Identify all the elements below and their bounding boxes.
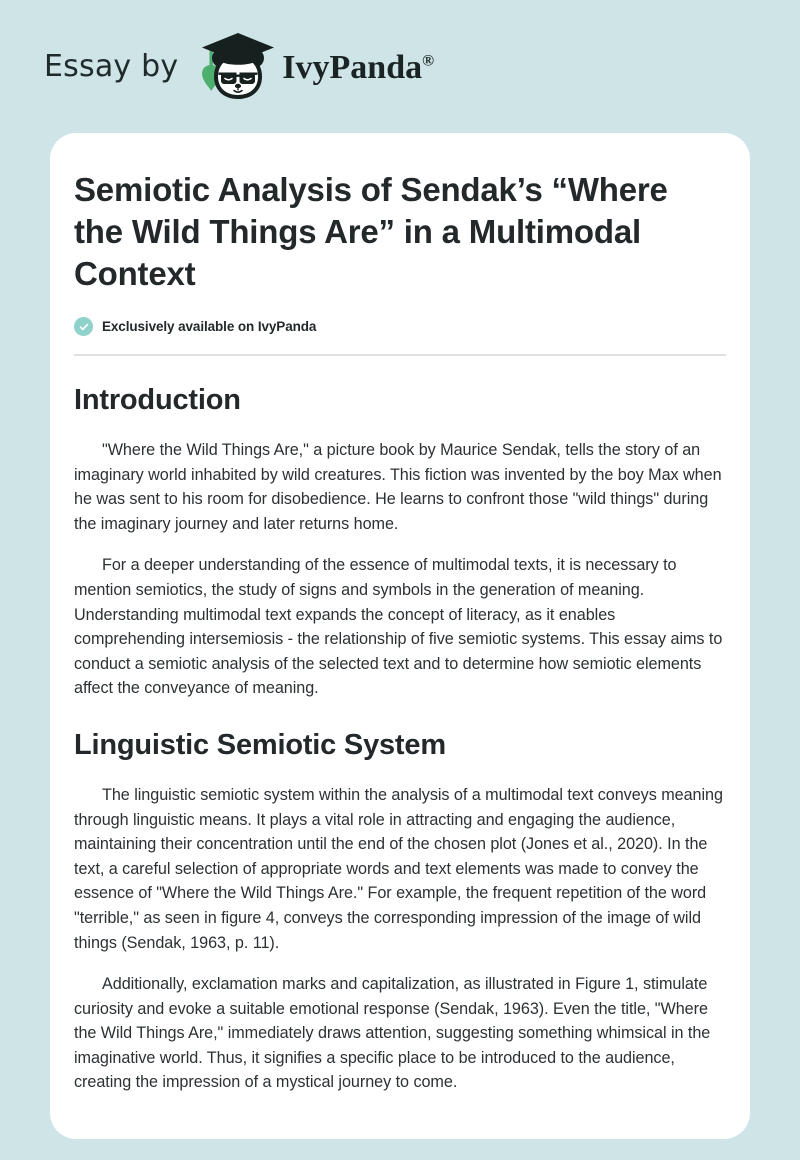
ivypanda-wordmark (282, 48, 435, 86)
essay-card-content (74, 169, 726, 1095)
check-circle-icon (74, 317, 93, 336)
essay-by-label: Essay by (44, 48, 179, 84)
ivypanda-panda-graduate-logo-icon (190, 31, 278, 103)
paragraph: The linguistic semiotic system within the analysis of a multimodal text conveys meaning through linguistic means. It plays a vital role in attracting and engaging the audience, maintaining their concentration until the end of the chosen plot (Jones et al., 2020). In the text, a careful selection of appropriate words and text elements was made to convey the essence of "Where the Wild Things Are." For example, the frequent repetition of the word "terrible," as seen in figure 4, conveys the corresponding impression of the image of wild things (Sendak, 1963, p. 11). (74, 785, 723, 952)
exclusivity-badge (74, 317, 726, 336)
paragraph: "Where the Wild Things Are," a picture book by Maurice Sendak, tells the story of an imaginary world inhabited by wild creatures. This fiction was invented by the boy Max when he was sent to his room for disobedience. He learns to confront those "wild things" during the imaginary journey and later returns home. (74, 441, 722, 533)
section-heading-introduction: Introduction (74, 384, 241, 416)
title-divider (74, 354, 726, 356)
section-heading-linguistic-semiotic-system: Linguistic Semiotic System (74, 728, 446, 761)
site-header (0, 0, 800, 133)
ivypanda-wordmark-text: IvyPanda (282, 48, 423, 86)
exclusivity-badge-label: Exclusively available on IvyPanda (102, 318, 317, 334)
paragraph: For a deeper understanding of the essence of multimodal texts, it is necessary to mention semiotics, the study of signs and symbols in the generation of meaning. Understanding multimodal text expands the concept of literacy, as it enables comprehending intersemiosis - the relationship of five semiotic systems. This essay aims to conduct a semiotic analysis of the selected text and to determine how semiotic elements affect the conveyance of meaning. (74, 556, 723, 698)
page-title: Semiotic Analysis of Sendak’s “Where the Wild Things Are” in a Multimodal Context (74, 171, 668, 292)
registered-trademark-mark: ® (422, 52, 435, 70)
brand-lockup[interactable] (44, 31, 434, 103)
essay-card (50, 133, 750, 1139)
paragraph: Additionally, exclamation marks and capitalization, as illustrated in Figure 1, stimulate curiosity and evoke a suitable emotional response (Sendak, 1963). Even the title, "Where the Wild Things Are," immediately draws attention, suggesting something whimsical in the imaginative world. Thus, it signifies a specific place to be introduced to the audience, creating the impression of a mystical journey to come. (74, 975, 711, 1092)
